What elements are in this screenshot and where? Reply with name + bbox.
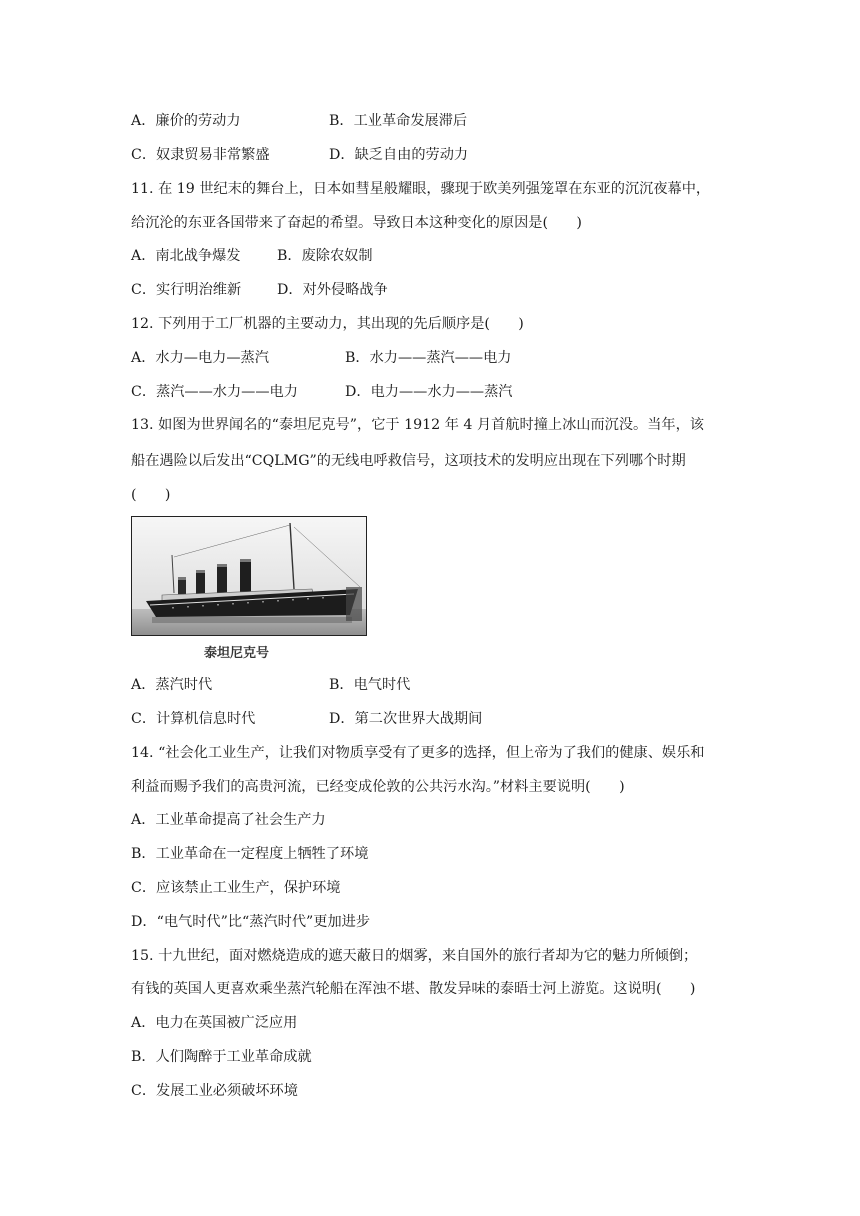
q15-option-c: C．发展工业必须破坏环境 bbox=[131, 1083, 298, 1099]
q12-option-b: B．水力——蒸汽——电力 bbox=[345, 350, 512, 366]
q15-option-b: B．人们陶醉于工业革命成就 bbox=[131, 1049, 312, 1065]
q15-option-a: A．电力在英国被广泛应用 bbox=[131, 1015, 298, 1031]
q14-stem-line-1: 14. “社会化工业生产，让我们对物质享受有了更多的选择，但上帝为了我们的健康、娱乐和 bbox=[131, 745, 705, 761]
q14-stem-line-2: 利益而赐予我们的高贵河流，已经变成伦敦的公共污水沟。”材料主要说明( ) bbox=[131, 779, 625, 795]
q11-stem-line-1: 11. 在 19 世纪末的舞台上，日本如彗星般耀眼，骤现于欧美列强笼罩在东亚的沉沉夜幕中， bbox=[131, 181, 711, 197]
q14-option-c: C．应该禁止工业生产，保护环境 bbox=[131, 880, 341, 896]
q13-option-a: A．蒸汽时代 bbox=[131, 677, 213, 693]
photo-caption: 泰坦尼克号 bbox=[204, 646, 270, 661]
q14-option-b: B．工业革命在一定程度上牺牲了环境 bbox=[131, 846, 369, 862]
q13-option-c: C．计算机信息时代 bbox=[131, 711, 256, 727]
q12-option-row-2 bbox=[131, 382, 513, 402]
q13-stem-line-3: ( ) bbox=[131, 487, 171, 503]
q14-option-d: D．“电气时代”比“蒸汽时代”更加进步 bbox=[131, 914, 371, 930]
q15-stem-line-1: 15. 十九世纪，面对燃烧造成的遮天蔽日的烟雾，来自国外的旅行者却为它的魅力所倾倒； bbox=[131, 948, 698, 964]
q10-option-d: D．缺乏自由的劳动力 bbox=[329, 147, 469, 163]
q10-option-a: A．廉价的劳动力 bbox=[131, 113, 241, 129]
q11-option-row-1 bbox=[131, 246, 373, 266]
q13-option-d: D．第二次世界大战期间 bbox=[329, 711, 483, 727]
q10-option-b: B．工业革命发展滞后 bbox=[329, 113, 468, 129]
q13-option-row-1 bbox=[131, 675, 411, 695]
q11-option-a: A．南北战争爆发 bbox=[131, 248, 241, 264]
q10-option-row-1 bbox=[131, 111, 468, 131]
q14-option-a: A．工业革命提高了社会生产力 bbox=[131, 812, 326, 828]
q12-option-a: A．水力—电力—蒸汽 bbox=[131, 350, 269, 366]
titanic-photo bbox=[131, 516, 367, 636]
q15-stem-line-2: 有钱的英国人更喜欢乘坐蒸汽轮船在浑浊不堪、散发异味的泰晤士河上游览。这说明( ) bbox=[131, 981, 696, 997]
q11-option-b: B．废除农奴制 bbox=[277, 248, 373, 264]
q13-option-b: B．电气时代 bbox=[329, 677, 411, 693]
q13-stem-line-2: 船在遇险以后发出“CQLMG”的无线电呼救信号，这项技术的发明应出现在下列哪个时期 bbox=[131, 453, 686, 469]
q11-option-row-2 bbox=[131, 280, 388, 300]
q12-option-d: D．电力——水力——蒸汽 bbox=[345, 384, 513, 400]
q12-option-row-1 bbox=[131, 348, 512, 368]
q11-option-c: C．实行明治维新 bbox=[131, 282, 242, 298]
q12-stem: 12. 下列用于工厂机器的主要动力，其出现的先后顺序是( ) bbox=[131, 316, 524, 332]
titanic-ship-illustration bbox=[132, 517, 366, 635]
q12-option-c: C．蒸汽——水力——电力 bbox=[131, 384, 298, 400]
q13-stem-line-1: 13. 如图为世界闻名的“泰坦尼克号”，它于 1912 年 4 月首航时撞上冰山而沉没。当年，该 bbox=[131, 417, 704, 433]
q11-option-d: D．对外侵略战争 bbox=[277, 282, 388, 298]
q11-stem-line-2: 给沉沦的东亚各国带来了奋起的希望。导致日本这种变化的原因是( ) bbox=[131, 215, 582, 231]
q13-option-row-2 bbox=[131, 709, 483, 729]
q10-option-c: C．奴隶贸易非常繁盛 bbox=[131, 147, 270, 163]
q10-option-row-2 bbox=[131, 145, 469, 165]
